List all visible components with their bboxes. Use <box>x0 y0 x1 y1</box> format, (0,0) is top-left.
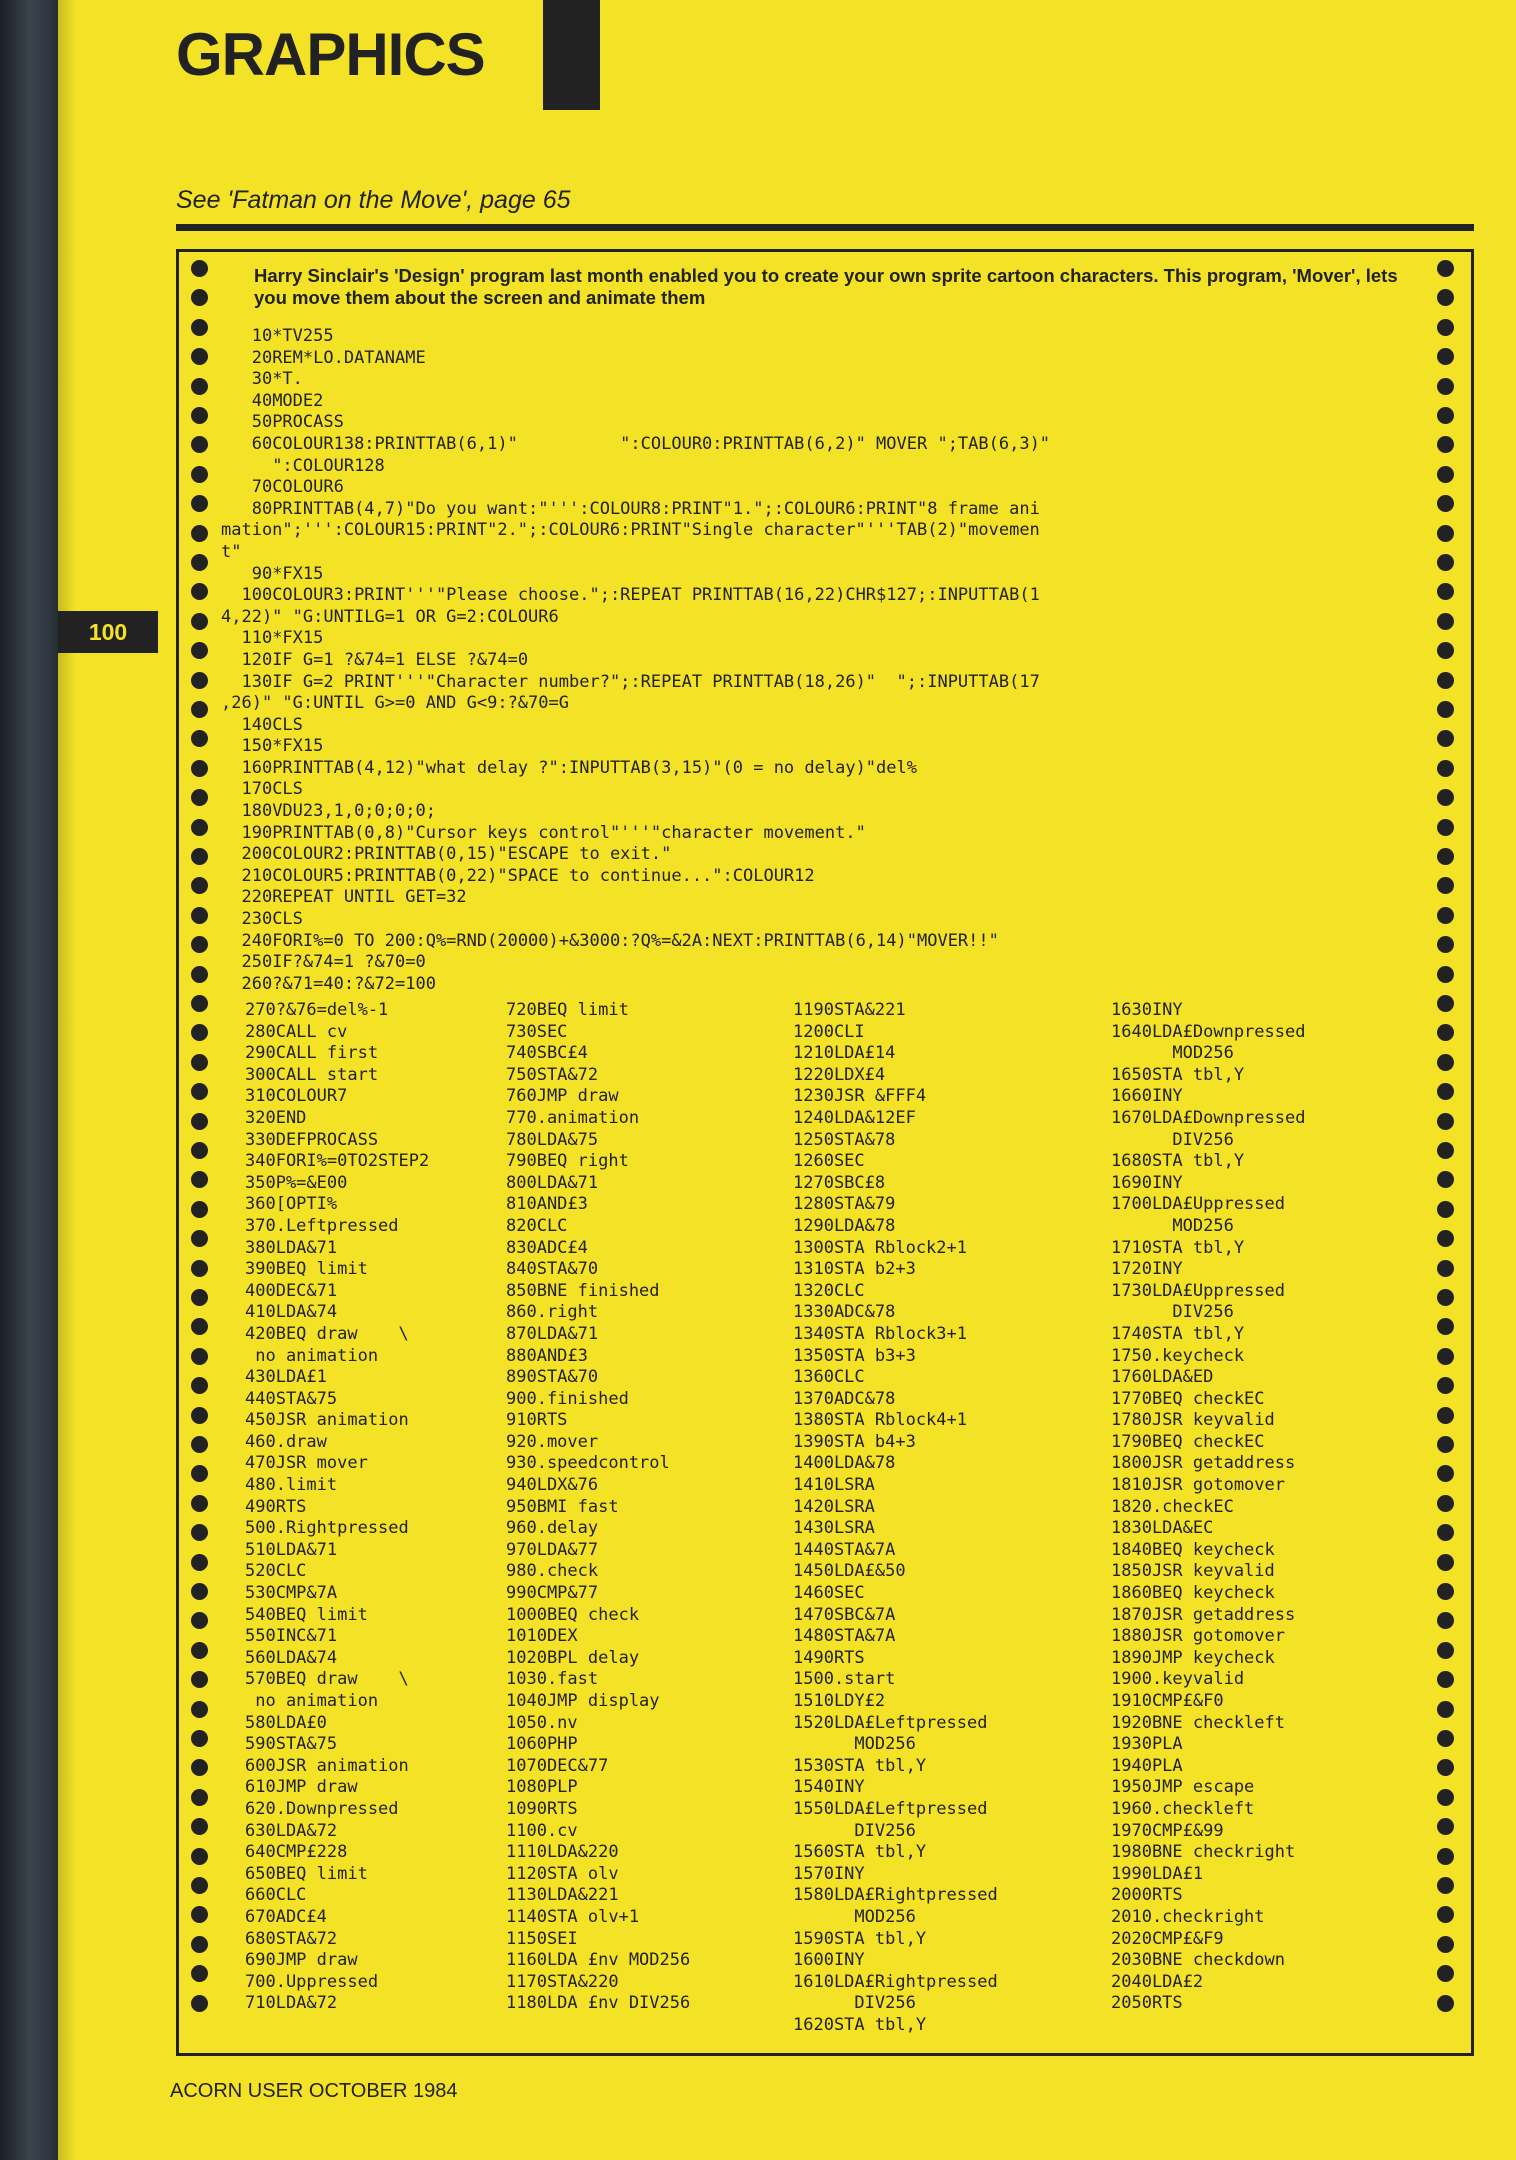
sprocket-hole <box>191 466 208 483</box>
sprocket-hole <box>191 848 208 865</box>
sprocket-hole <box>1437 1260 1454 1277</box>
sprocket-hole <box>191 1671 208 1688</box>
sprocket-hole <box>1437 1877 1454 1894</box>
sprocket-hole <box>1437 1348 1454 1365</box>
sprocket-hole <box>191 819 208 836</box>
sprocket-hole <box>1437 1230 1454 1247</box>
sprocket-hole <box>191 1407 208 1424</box>
sprocket-hole <box>1437 1495 1454 1512</box>
sprocket-hole <box>191 1906 208 1923</box>
sprocket-hole <box>1437 1524 1454 1541</box>
listing-code-column-1: 270?&76=del%-1 280CALL cv 290CALL first 300CALL start 310COLOUR7 320END 330DEFPROCASS 340FORI%=0TO2STEP2 350P%=&E00 360[OPTI% 370.Leftpressed 380LDA&71 390BEQ limit 400DEC&71 410LDA&74 420BEQ draw \ no animation 430LDA£1 440STA&75 450JSR animation 460.draw 470JSR mover 480.limit 490RTS 500.Rightpressed 510LDA&71 520CLC 530CMP&7A 540BEQ limit 550INC&71 560LDA&74 570BEQ draw \ no animation 580LDA£0 590STA&75 600JSR animation 610JMP draw 620.Downpressed 630LDA&72 640CMP£228 650BEQ limit 660CLC 670ADC£4 680STA&72 690JMP draw 700.Uppressed 710LDA&72 <box>245 1000 430 2014</box>
sprocket-hole <box>191 1877 208 1894</box>
sprocket-hole <box>191 1554 208 1571</box>
sprocket-hole <box>191 260 208 277</box>
magazine-binding <box>0 0 58 2160</box>
sprocket-hole <box>191 1289 208 1306</box>
sprocket-hole <box>191 995 208 1012</box>
sprocket-hole <box>1437 1318 1454 1335</box>
section-title: GRAPHICS <box>176 21 485 88</box>
sprocket-hole <box>1437 1936 1454 1953</box>
sprocket-hole <box>191 1730 208 1747</box>
sprocket-hole <box>1437 1171 1454 1188</box>
sprocket-hole <box>191 1848 208 1865</box>
sprocket-hole <box>191 730 208 747</box>
sprocket-hole <box>191 1230 208 1247</box>
sprocket-hole <box>1437 1377 1454 1394</box>
sprocket-hole <box>1437 1083 1454 1100</box>
sprocket-hole <box>191 613 208 630</box>
sprocket-hole <box>1437 1906 1454 1923</box>
sprocket-hole <box>191 289 208 306</box>
sprocket-hole <box>191 436 208 453</box>
sprocket-hole <box>1437 1848 1454 1865</box>
sprocket-hole <box>191 1495 208 1512</box>
sprocket-hole <box>191 877 208 894</box>
sprocket-hole <box>1437 1289 1454 1306</box>
sprocket-hole <box>1437 260 1454 277</box>
listing-intro: Harry Sinclair's 'Design' program last month enabled you to create your own sprite cartoon characters. This program, 'Mover', lets you move them about the screen and animate them <box>254 265 1398 308</box>
sprocket-hole <box>191 1583 208 1600</box>
listing-code-column-2: 720BEQ limit 730SEC 740SBC£4 750STA&72 760JMP draw 770.animation 780LDA&75 790BEQ right 800LDA&71 810AND£3 820CLC 830ADC£4 840STA&70 850BNE finished 860.right 870LDA&71 880AND£3 890STA&70 900.finished 910RTS 920.mover 930.speedcontrol 940LDX&76 950BMI fast 960.delay 970LDA&77 980.check 990CMP&77 1000BEQ check 1010DEX 1020BPL delay 1030.fast 1040JMP display 1050.nv 1060PHP 1070DEC&77 1080PLP 1090RTS 1100.cv 1110LDA&220 1120STA olv 1130LDA&221 1140STA olv+1 1150SEI 1160LDA £nv MOD256 1170STA&220 1180LDA £nv DIV256 <box>506 1000 691 2014</box>
listing-code-column-4: 1630INY 1640LDA£Downpressed MOD256 1650STA tbl,Y 1660INY 1670LDA£Downpressed DIV256 1680STA tbl,Y 1690INY 1700LDA£Uppressed MOD256 1710STA tbl,Y 1720INY 1730LDA£Uppressed DIV256 1740STA tbl,Y 1750.keycheck 1760LDA&ED 1770BEQ checkEC 1780JSR keyvalid 1790BEQ checkEC 1800JSR getaddress 1810JSR gotomover 1820.checkEC 1830LDA&EC 1840BEQ keycheck 1850JSR keyvalid 1860BEQ keycheck 1870JSR getaddress 1880JSR gotomover 1890JMP keycheck 1900.keyvalid 1910CMP£&F0 1920BNE checkleft 1930PLA 1940PLA 1950JMP escape 1960.checkleft 1970CMP£&99 1980BNE checkright 1990LDA£1 2000RTS 2010.checkright 2020CMP£&F9 2030BNE checkdown 2040LDA£2 2050RTS <box>1111 1000 1306 2014</box>
sprocket-hole <box>191 1083 208 1100</box>
sprocket-hole <box>1437 1671 1454 1688</box>
sprocket-hole <box>191 348 208 365</box>
sprocket-hole <box>1437 1612 1454 1629</box>
sprocket-hole <box>191 1524 208 1541</box>
sprocket-hole <box>1437 1642 1454 1659</box>
listing-code-top: 10*TV255 20REM*LO.DATANAME 30*T. 40MODE2 50PROCASS 60COLOUR138:PRINTTAB(6,1)" ":COLOUR0:PRINTTAB(6,2)" MOVER ";TAB(6,3)" ":COLOUR128 70COLOUR6 80PRINTTAB(4,7)"Do you want:"''':COLOUR8:PRINT"1.";:COLOUR6:PRINT"8 frame ani mation";''':COLOUR15:PRINT"2.";:COLOUR6:PRINT"Single character"'''TAB(2)"movemen t" 90*FX15 100COLOUR3:PRINT'''"Please choose.";:REPEAT PRINTTAB(16,22)CHR$127;:INPUTTAB(1 4,22)" "G:UNTILG=1 OR G=2:COLOUR6 110*FX15 120IF G=1 ?&74=1 ELSE ?&74=0 130IF G=2 PRINT'''"Character number?";:REPEAT PRINTTAB(18,26)" ";:INPUTTAB(17 ,26)" "G:UNTIL G>=0 AND G<9:?&70=G 140CLS 150*FX15 160PRINTTAB(4,12)"what delay ?":INPUTTAB(3,15)"(0 = no delay)"del% 170CLS 180VDU23,1,0;0;0;0; 190PRINTTAB(0,8)"Cursor keys control"'''"character movement." 200COLOUR2:PRINTTAB(0,15)"ESCAPE to exit." 210COLOUR5:PRINTTAB(0,22)"SPACE to continue...":COLOUR12 220REPEAT UNTIL GET=32 230CLS 240FORI%=0 TO 200:Q%=RND(20000)+&3000:?Q%=&2A:NEXT:PRINTTAB(6,14)"MOVER!!" 250IF?&74=1 ?&70=0 260?&71=40:?&72=100 <box>221 326 1051 994</box>
sprocket-hole <box>191 789 208 806</box>
sprocket-hole <box>191 1936 208 1953</box>
sprocket-hole <box>1437 1789 1454 1806</box>
sprocket-hole <box>1437 1113 1454 1130</box>
footer-issue-line: ACORN USER OCTOBER 1984 <box>170 2080 458 2102</box>
sprocket-hole <box>191 1818 208 1835</box>
sprocket-hole <box>1437 1054 1454 1071</box>
sprocket-hole <box>191 642 208 659</box>
sprocket-hole <box>191 1024 208 1041</box>
sprocket-hole <box>191 1701 208 1718</box>
sprocket-hole <box>191 1377 208 1394</box>
cross-reference-subtitle: See 'Fatman on the Move', page 65 <box>176 186 571 214</box>
sprocket-hole <box>191 1436 208 1453</box>
sprocket-hole <box>1437 1701 1454 1718</box>
sprocket-hole <box>191 1201 208 1218</box>
sprocket-hole <box>1437 1465 1454 1482</box>
sprocket-hole <box>191 936 208 953</box>
sprocket-hole <box>191 966 208 983</box>
sprocket-hole <box>191 672 208 689</box>
page-gutter-shadow <box>58 0 76 2160</box>
header-rule <box>176 224 1474 231</box>
page-number-tab: 100 <box>58 611 158 653</box>
sprocket-hole <box>1437 1965 1454 1982</box>
sprocket-hole <box>1437 289 1454 306</box>
sprocket-hole <box>191 1995 208 2012</box>
sprocket-hole <box>191 1612 208 1629</box>
sprocket-hole <box>191 554 208 571</box>
sprocket-hole <box>191 1789 208 1806</box>
sprocket-hole <box>191 1759 208 1776</box>
listing-code-column-3: 1190STA&221 1200CLI 1210LDA£14 1220LDX£4 1230JSR &FFF4 1240LDA&12EF 1250STA&78 1260SEC 1270SBC£8 1280STA&79 1290LDA&78 1300STA Rblock2+1 1310STA b2+3 1320CLC 1330ADC&78 1340STA Rblock3+1 1350STA b3+3 1360CLC 1370ADC&78 1380STA Rblock4+1 1390STA b4+3 1400LDA&78 1410LSRA 1420LSRA 1430LSRA 1440STA&7A 1450LDA£&50 1460SEC 1470SBC&7A 1480STA&7A 1490RTS 1500.start 1510LDY£2 1520LDA£Leftpressed MOD256 1530STA tbl,Y 1540INY 1550LDA£Leftpressed DIV256 1560STA tbl,Y 1570INY 1580LDA£Rightpressed MOD256 1590STA tbl,Y 1600INY 1610LDA£Rightpressed DIV256 1620STA tbl,Y <box>793 1000 998 2035</box>
sprocket-hole <box>1437 1818 1454 1835</box>
sprocket-hole <box>1437 1201 1454 1218</box>
sprocket-hole <box>191 1113 208 1130</box>
sprocket-hole <box>191 378 208 395</box>
sprocket-hole <box>191 1465 208 1482</box>
sprocket-hole <box>1437 1436 1454 1453</box>
sprocket-hole <box>1437 1407 1454 1424</box>
sprocket-hole <box>1437 1142 1454 1159</box>
sprocket-hole <box>1437 1024 1454 1041</box>
sprocket-hole <box>191 407 208 424</box>
sprocket-hole <box>1437 1554 1454 1571</box>
sprocket-hole <box>1437 995 1454 1012</box>
sprocket-hole <box>191 1171 208 1188</box>
sprocket-hole <box>191 1260 208 1277</box>
title-block-decoration <box>543 0 600 110</box>
sprocket-hole <box>191 583 208 600</box>
sprocket-hole <box>191 495 208 512</box>
sprocket-hole <box>191 907 208 924</box>
sprocket-hole <box>191 1318 208 1335</box>
sprocket-holes-left <box>191 252 213 2053</box>
sprocket-hole <box>191 525 208 542</box>
sprocket-hole <box>191 1142 208 1159</box>
sprocket-hole <box>191 1965 208 1982</box>
sprocket-hole <box>191 1642 208 1659</box>
sprocket-hole <box>191 319 208 336</box>
sprocket-hole <box>191 1348 208 1365</box>
sprocket-hole <box>1437 1583 1454 1600</box>
sprocket-hole <box>191 760 208 777</box>
sprocket-hole <box>1437 1730 1454 1747</box>
sprocket-hole <box>191 1054 208 1071</box>
sprocket-hole <box>1437 1995 1454 2012</box>
sprocket-hole <box>1437 1759 1454 1776</box>
sprocket-hole <box>191 701 208 718</box>
program-listing-frame <box>176 249 1474 2056</box>
